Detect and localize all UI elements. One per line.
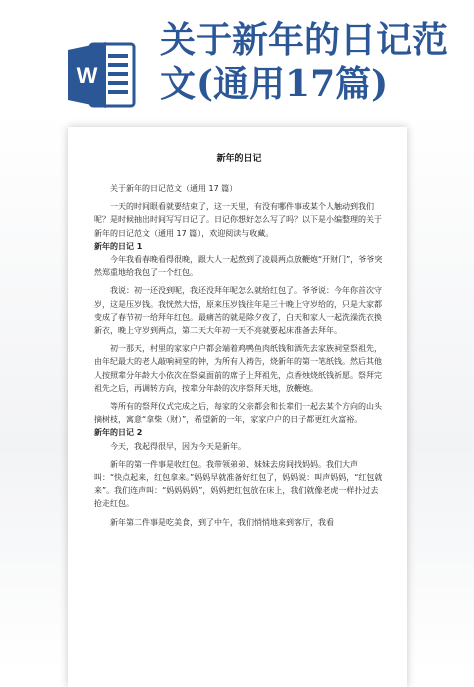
paragraph: 初一那天，村里的家家户户都会端着鸡鸭鱼肉纸钱和酒先去家族祠堂祭祖先，由年纪最大的老人敲响祠堂的钟，为所有人祷告，烧新年的第一笔纸钱。然后其他人按照辈分年龄大小依次在祭桌面前的席子上拜祖先，点香烛烧纸钱祈愿。祭拜完祖先之后，再调转方向，按辈分年龄的次序祭拜天地，放鞭炮。 bbox=[94, 344, 382, 393]
header bbox=[0, 0, 474, 122]
document-body bbox=[94, 182, 384, 529]
document-page bbox=[68, 127, 407, 687]
document-title: 新年的日记 bbox=[216, 154, 262, 164]
intro-line: 关于新年的日记范文（通用 17 篇） bbox=[110, 184, 238, 193]
intro-paragraph: 一天的时间眼看就要结束了，这一天里，有没有哪件事或某个人触动到我们呢？是时候抽出时间写写日记了。日记你想好怎么写了吗？以下是小编整理的关于新年的日记范文（通用 17 篇），欢迎阅读与收藏。 bbox=[94, 202, 382, 238]
paragraph: 今天，我起得很早，因为今天是新年。 bbox=[110, 441, 246, 451]
paragraph: 我说：初一还没到呢，我还没拜年呢怎么就给红包了。爷爷说：今年你首次守岁，这是压岁钱。我恍然大悟，原来压岁钱往年是三十晚上守岁给的，只是大家都变成了春节初一给拜年红包。最痛苦的就是除夕夜了，白天和家人一起洗澡洗衣换新衣，晚上守岁到两点，第二天大年初一天不亮就要起床准备去拜年。 bbox=[94, 286, 382, 336]
section-heading-2: 新年的日记 2 bbox=[94, 428, 143, 438]
paragraph: 今年我看春晚看得很晚，跟大人一起熬到了凌晨两点放鞭炮“开财门”，爷爷突然郑重地给我包了一个红包。 bbox=[94, 255, 383, 278]
paragraph: 新年第二件事是吃美食，到了中午，我们悄悄地来到客厅，我看 bbox=[110, 517, 334, 527]
page-title: 关于新年的日记范文(通用17篇) bbox=[160, 19, 449, 105]
word-document-icon bbox=[64, 38, 138, 112]
paragraph: 新年的第一件事是收红包。我带领弟弟、妹妹去房间找妈妈。我们大声叫：“快点起来，红包拿来。”妈妈早就准备好红包了，妈妈说：叫声妈妈，“红包就来”。我们连声叫：“妈妈妈妈”，妈妈把红包放在床上，我们就像老虎一样扑过去抢走红包。 bbox=[94, 459, 383, 509]
paragraph: 等所有的祭拜仪式完成之后，每家的父亲都会和长辈们一起去某个方向的山头摘树枝，寓意“拿柴（财）”，希望新的一年，家家户户的日子都更红火富裕。 bbox=[94, 402, 382, 425]
svg-text:W: W bbox=[76, 63, 98, 88]
section-heading-1: 新年的日记 1 bbox=[94, 241, 143, 251]
